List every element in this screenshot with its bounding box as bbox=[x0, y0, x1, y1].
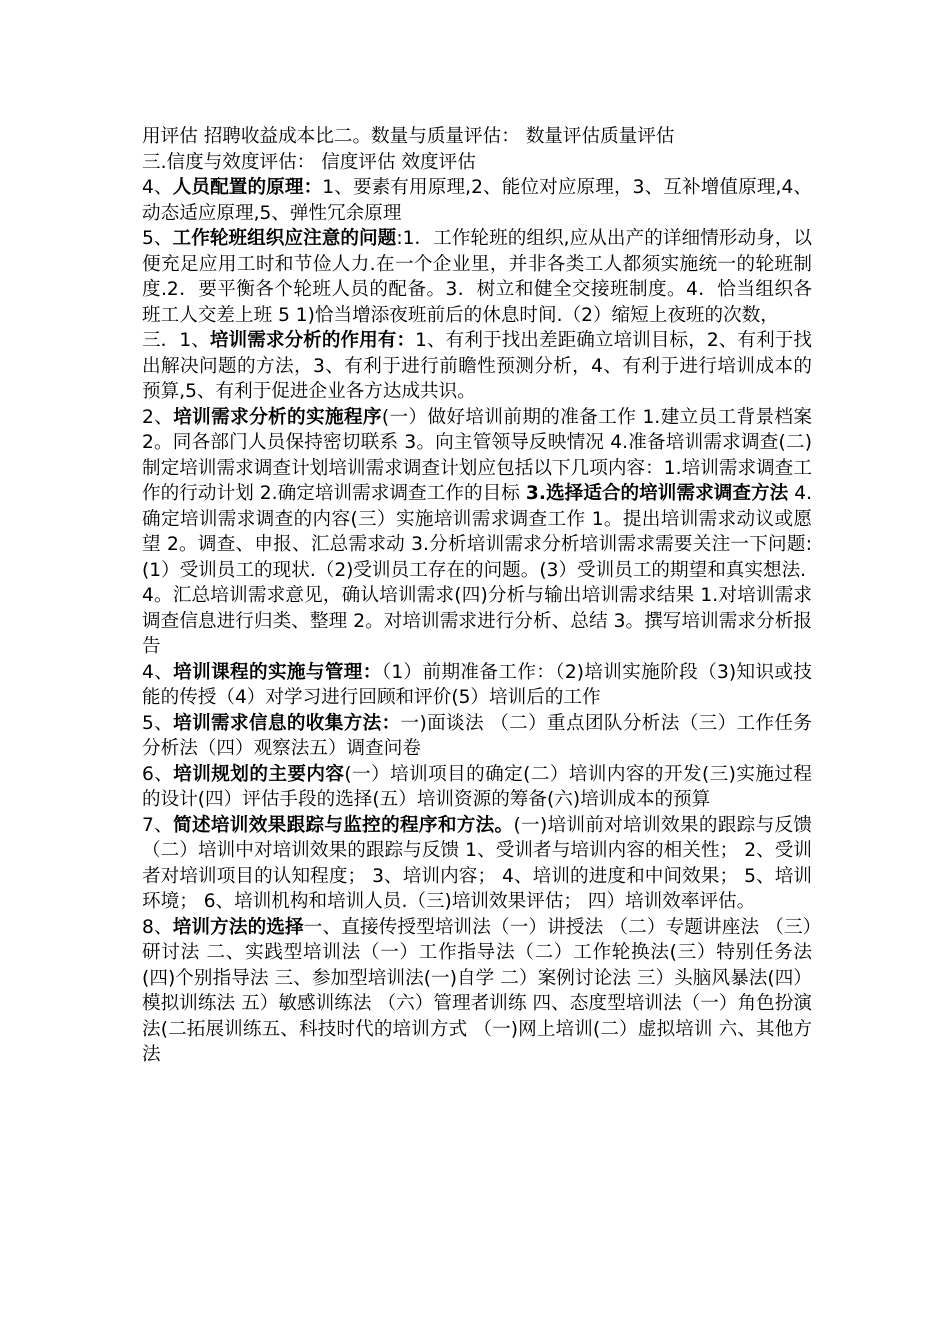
section-prefix: 2、 bbox=[142, 406, 174, 428]
section-prefix: 5、 bbox=[142, 228, 173, 249]
section-heading: 培训需求信息的收集方法： bbox=[173, 712, 401, 734]
section-heading: 培训规划的主要内容 bbox=[173, 763, 345, 785]
section-prefix: 8、 bbox=[142, 916, 173, 938]
section-prefix: 三．1、 bbox=[142, 330, 210, 351]
intro-line-1: 用评估 招聘收益成本比二。数量与质量评估： 数量评估质量评估 bbox=[142, 126, 675, 147]
section-prefix: 5、 bbox=[142, 712, 174, 734]
section-course-implementation bbox=[142, 660, 812, 711]
section-training-methods bbox=[142, 915, 812, 1068]
section-text: 1、有利于找出差距确立培训目标，2、有利于找出解决问题的方法，3、有利于进行前瞻性预测分析，4、有利于进行培训成本的预算,5、有利于促进企业各方达成共识。 bbox=[142, 330, 812, 402]
section-training-needs-summary: 4。汇总培训需求意见，确认培训需求(四)分析与输出培训需求结果 1.对培训需求调查信息进行归类、整理 2。对培训需求进行分析、总结 3。撰写培训需求分析报告 bbox=[142, 585, 812, 657]
section-effect-tracking bbox=[142, 813, 812, 915]
section-text: (一）培训项目的确定(二）培训内容的开发(三)实施过程的设计(四）评估手段的选择(五）培训资源的筹备(六)培训成本的预算 bbox=[142, 763, 812, 810]
document-body bbox=[142, 124, 812, 1068]
section-heading: 培训需求分析的实施程序 bbox=[173, 406, 382, 428]
section-heading: 简述培训效果跟踪与监控的程序和方法。 bbox=[173, 814, 514, 836]
section-text: （1）前期准备工作：（2)培训实施阶段（3)知识或技能的传授（4）对学习进行回顾和评价(5）培训后的工作 bbox=[142, 661, 812, 708]
section-text: :1．工作轮班的组织,应从出产的详细情形动身，以便充足应用工时和节俭人力.在一个企业里，并非各类工人都须实施统一的轮班制度.2．要平衡各个轮班人员的配备。3．树立和健全交接班制度。4．恰当组织各班工人交差上班 5 1)恰当增添夜班前后的休息时间.（2）缩短上夜班的次数， bbox=[142, 228, 812, 326]
section-inline-bold: 3.选择适合的培训需求调查方法 bbox=[525, 483, 789, 504]
section-prefix: 7、 bbox=[142, 814, 174, 836]
section-text: 4.确定培训需求调查的内容(三）实施培训需求调查工作 1。提出培训需求动议或愿望 2。调查、申报、汇总需求动 3.分析培训需求分析培训需求需要关注一下问题:(1）受训员工的现状.（2)受训员工存在的问题。(3）受训员工的期望和真实想法. bbox=[142, 483, 812, 581]
section-text: (一)培训前对培训效果的跟踪与反馈 （二）培训中对培训效果的跟踪与反馈 1、受训者与培训内容的相关性； 2、受训者对培训项目的认知程度； 3、培训内容； 4、培训的进度和中间效果； 5、培训环境； 6、培训机构和培训人员.（三)培训效果评估； 四）培训效率评估。 bbox=[142, 814, 812, 912]
section-text: 1、要素有用原理,2、能位对应原理，3、互补增值原理,4、动态适应原理,5、弹性冗余原理 bbox=[142, 177, 812, 224]
section-staffing-principles bbox=[142, 175, 812, 226]
intro-line-2: 三.信度与效度评估： 信度评估 效度评估 bbox=[142, 151, 476, 173]
section-text: (一）做好培训前期的准备工作 1.建立员工背景档案 2。同各部门人员保持密切联系 3。向主管领导反映情况 4.准备培训需求调查(二)制定培训需求调查计划培训需求调查计划应包括以下几项内容：1.培训需求调查工作的行动计划 2.确定培训需求调查工作的目标 bbox=[142, 406, 812, 504]
section-text: 一)面谈法 （二）重点团队分析法（三）工作任务分析法（四）观察法五）调查问卷 bbox=[142, 712, 812, 759]
section-heading: 工作轮班组织应注意的问题 bbox=[172, 228, 397, 249]
section-heading: 培训课程的实施与管理： bbox=[173, 661, 382, 683]
section-prefix: 6、 bbox=[142, 763, 174, 785]
section-prefix: 4、 bbox=[142, 661, 174, 683]
section-heading: 培训需求分析的作用有： bbox=[209, 330, 416, 351]
section-heading: 人员配置的原理： bbox=[172, 177, 323, 198]
section-prefix: 4、 bbox=[142, 177, 173, 198]
section-shift-organization bbox=[142, 226, 812, 328]
section-needs-info-collection bbox=[142, 711, 812, 762]
section-text: 一、直接传授型培训法（一）讲授法 （二）专题讲座法 （三）研讨法 二、实践型培训法（一）工作指导法（二）工作轮换法(三）特别任务法 (四)个别指导法 三、参加型培训法(一)自学 二）案例讨论法 三）头脑风暴法(四）模拟训练法 五）敏感训练法 （六）管理者训练 四、态度型培训法（一）角色扮演法(二拓展训练五、科技时代的培训方式 （一)网上培训(二）虚拟培训 六、其他方法 bbox=[142, 916, 812, 1065]
section-heading: 培训方法的选择 bbox=[172, 916, 304, 938]
section-training-needs-procedure bbox=[142, 405, 812, 584]
section-training-plan-content bbox=[142, 762, 812, 813]
section-training-needs-role bbox=[142, 328, 812, 405]
